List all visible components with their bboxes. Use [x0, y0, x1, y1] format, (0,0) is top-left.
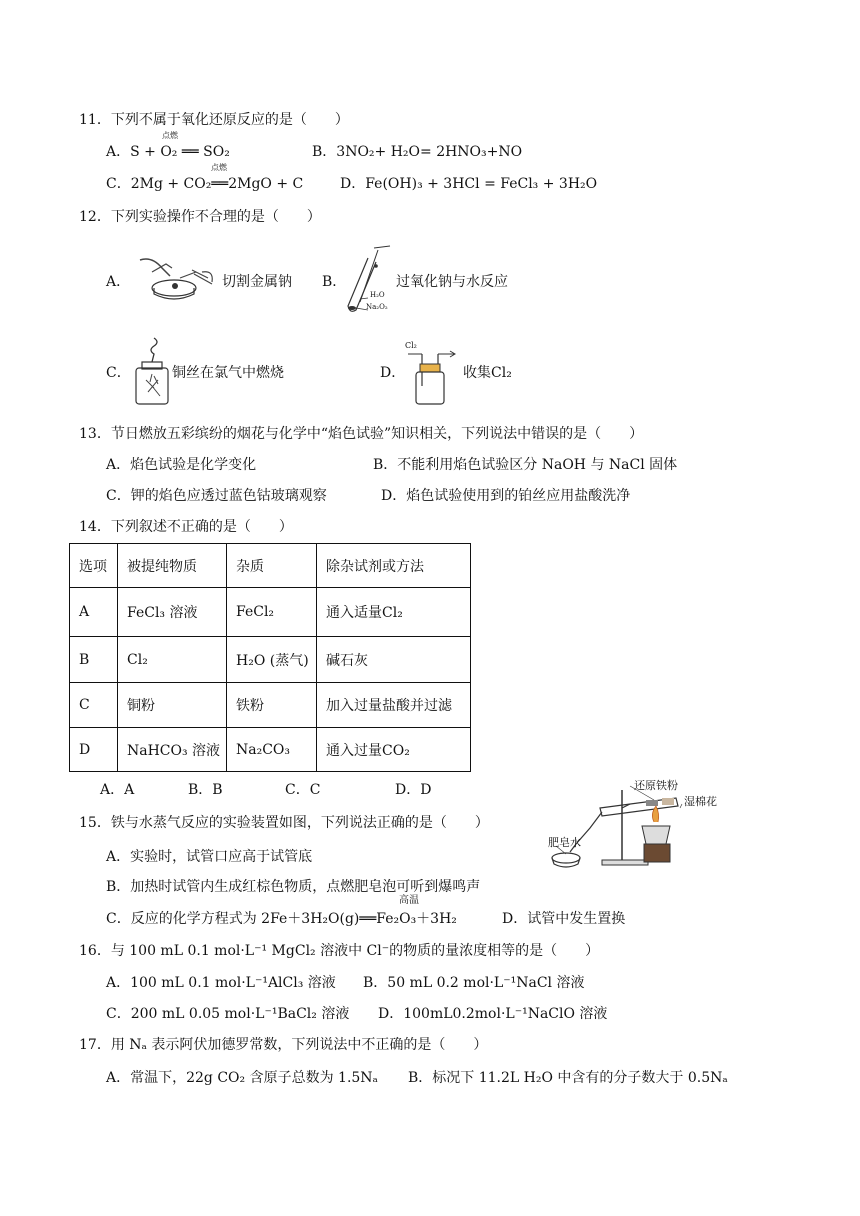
table-cell: A	[70, 588, 118, 637]
q14-option-b: B．B	[188, 782, 223, 798]
table-row	[70, 637, 471, 683]
table-header-cell: 除杂试剂或方法	[317, 544, 471, 588]
q13-stem: 13．节日燃放五彩缤纷的烟花与化学中“焰色试验”知识相关，下列说法中错误的是（ ）	[79, 426, 644, 442]
q11-option-c: C．2Mg + CO₂══2MgO + C 点燃	[106, 163, 304, 192]
table-cell: 铁粉	[227, 683, 317, 728]
q16-option-a: A．100 mL 0.1 mol·L⁻¹AlCl₃ 溶液	[106, 975, 336, 991]
table-row	[70, 683, 471, 728]
table-cell: 碱石灰	[317, 637, 471, 683]
table-cell: NaHCO₃ 溶液	[118, 728, 227, 772]
q15-option-d: D．试管中发生置换	[502, 911, 626, 927]
q16-stem: 16．与 100 mL 0.1 mol·L⁻¹ MgCl₂ 溶液中 Cl⁻的物质的量浓度相等的是（ ）	[79, 943, 600, 959]
q15-stem: 15．铁与水蒸气反应的实验装置如图，下列说法正确的是（ ）	[79, 815, 489, 831]
table-cell: Cl₂	[118, 637, 227, 683]
q17-stem: 17．用 Nₐ 表示阿伏加德罗常数，下列说法中不正确的是（ ）	[79, 1037, 488, 1053]
table-cell: 铜粉	[118, 683, 227, 728]
fig-label-iron-powder: 还原铁粉	[634, 779, 678, 792]
q14-stem: 14．下列叙述不正确的是（ ）	[79, 519, 293, 535]
q12-d-cl2-label: Cl₂	[405, 341, 417, 350]
copper-wire-chlorine-figure	[132, 334, 172, 406]
q12-option-c-text: 铜丝在氯气中燃烧	[172, 365, 284, 381]
table-cell: B	[70, 637, 118, 683]
fig-label-soap-water: 肥皂水	[548, 836, 581, 849]
table-cell: 通入适量Cl₂	[317, 588, 471, 637]
table-cell: D	[70, 728, 118, 772]
q17-option-b: B．标况下 11.2L H₂O 中含有的分子数大于 0.5Nₐ	[408, 1070, 728, 1086]
q16-option-d: D．100mL0.2mol·L⁻¹NaClO 溶液	[378, 1006, 608, 1022]
table-header-cell: 选项	[70, 544, 118, 588]
q12-option-a-letter: A．	[106, 274, 131, 290]
q13-option-b: B．不能利用焰色试验区分 NaOH 与 NaCl 固体	[373, 457, 678, 473]
q14-option-d: D．D	[395, 782, 432, 798]
table-cell: H₂O (蒸气)	[227, 637, 317, 683]
q12-option-a-text: 切割金属钠	[222, 274, 292, 290]
table-header-cell: 被提纯物质	[118, 544, 227, 588]
q15-c-condition: 高温	[399, 895, 419, 906]
table-header-cell: 杂质	[227, 544, 317, 588]
q12-option-b-text: 过氧化钠与水反应	[396, 274, 508, 290]
table-cell: C	[70, 683, 118, 728]
q12-option-d-text: 收集Cl₂	[463, 365, 512, 381]
q15-option-b: B．加热时试管内生成红棕色物质，点燃肥皂泡可听到爆鸣声	[106, 879, 481, 895]
table-row	[70, 728, 471, 772]
table-cell: 通入过量CO₂	[317, 728, 471, 772]
q12-b-h2o-label: H₂O	[370, 291, 385, 299]
q12-b-na2o2-label: Na₂O₂	[366, 303, 388, 311]
q11-a-condition: 点燃	[162, 131, 178, 140]
table-row	[70, 588, 471, 637]
fig-label-wet-cotton: 湿棉花	[684, 795, 717, 808]
q12-option-d-letter: D．	[380, 365, 406, 381]
q15-option-c: C．反应的化学方程式为 2Fe＋3H₂O(g)══Fe₂O₃＋3H₂ 高温	[106, 895, 457, 927]
q11-option-b: B．3NO₂+ H₂O= 2HNO₃+NO	[312, 144, 523, 160]
table-cell: 加入过量盐酸并过滤	[317, 683, 471, 728]
q12-option-b-letter: B．	[322, 274, 347, 290]
q14-option-a: A．A	[100, 782, 135, 798]
q15-option-a: A．实验时，试管口应高于试管底	[106, 849, 313, 865]
q16-option-b: B．50 mL 0.2 mol·L⁻¹NaCl 溶液	[363, 975, 585, 991]
q14-option-c: C．C	[285, 782, 321, 798]
q12-stem: 12．下列实验操作不合理的是（ ）	[79, 209, 321, 225]
table-cell: FeCl₃ 溶液	[118, 588, 227, 637]
q13-option-d: D．焰色试验使用到的铂丝应用盐酸洗净	[381, 488, 631, 504]
q11-option-a: A．S + O₂ ══ SO₂ 点燃	[106, 131, 230, 160]
q11-c-condition: 点燃	[211, 163, 227, 172]
cutting-sodium-figure	[132, 250, 218, 308]
purification-table	[69, 543, 471, 772]
q11-stem: 11．下列不属于氧化还原反应的是（ ）	[79, 112, 349, 128]
table-cell: FeCl₂	[227, 588, 317, 637]
table-header-row	[70, 544, 471, 588]
q13-option-c: C．钾的焰色应透过蓝色钴玻璃观察	[106, 488, 327, 504]
q13-option-a: A．焰色试验是化学变化	[106, 457, 257, 473]
q11-option-d: D．Fe(OH)₃ + 3HCl = FeCl₃ + 3H₂O	[340, 176, 598, 192]
table-cell: Na₂CO₃	[227, 728, 317, 772]
q16-option-c: C．200 mL 0.05 mol·L⁻¹BaCl₂ 溶液	[106, 1006, 350, 1022]
q12-option-c-letter: C．	[106, 365, 131, 381]
q17-option-a: A．常温下，22g CO₂ 含原子总数为 1.5Nₐ	[106, 1070, 378, 1086]
